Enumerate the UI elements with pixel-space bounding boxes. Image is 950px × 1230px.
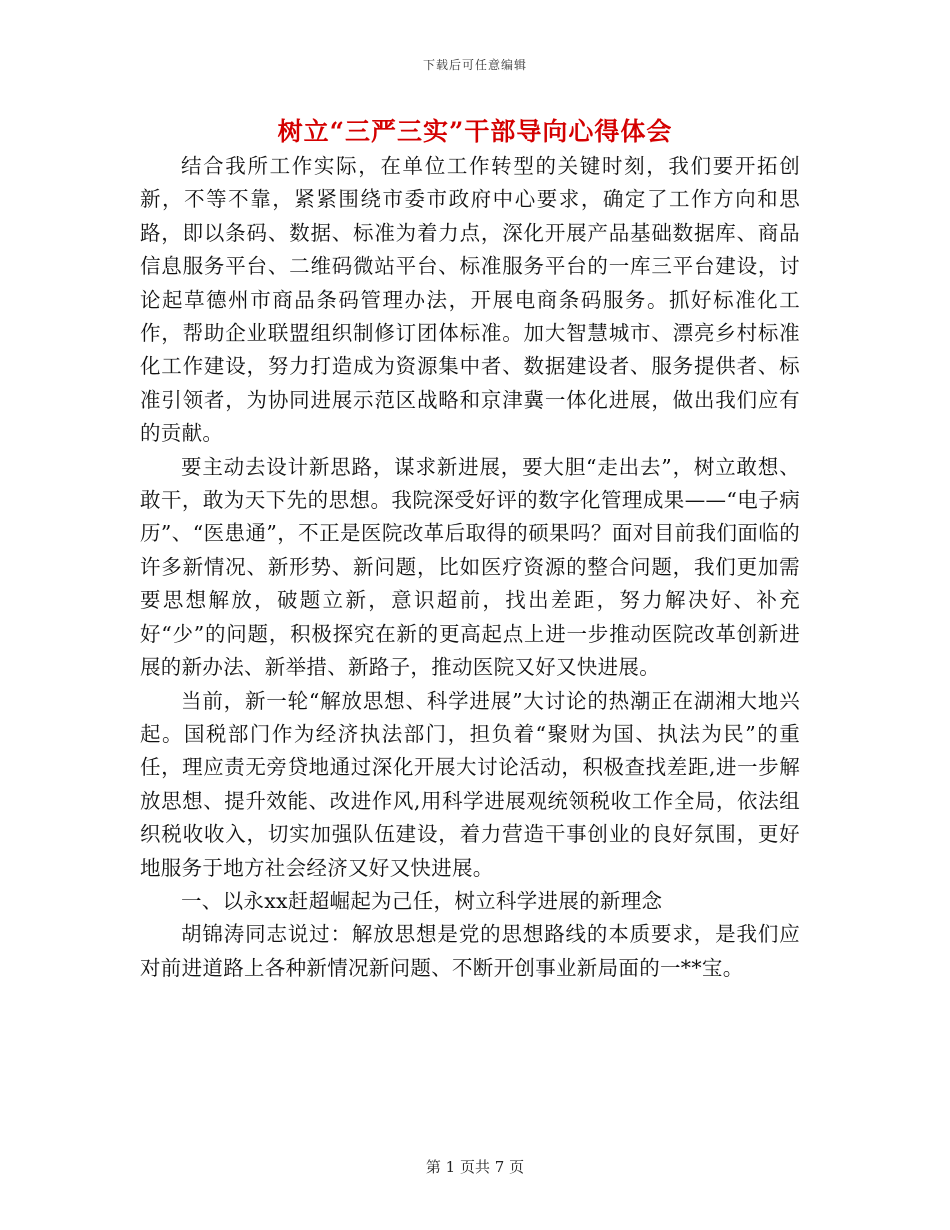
paragraph-3: 当前，新一轮“解放思想、科学进展”大讨论的热潮正在湖湘大地兴起。国税部门作为经济执法部门，担负着“聚财为国、执法为民”的重任，理应责无旁贷地通过深化开展大讨论活动，积极查找差距,进一步解放思想、提升效能、改进作风,用科学进展观统领税收工作全局，依法组织税收收入，切实加强队伍建设，着力营造干事创业的良好氛围，更好地服务于地方社会经济又好又快进展。	[140, 688, 800, 880]
paragraph-4: 胡锦涛同志说过：解放思想是党的思想路线的本质要求，是我们应对前进道路上各种新情况新问题、不断开创事业新局面的一**宝。	[140, 922, 800, 980]
header-note: 下载后可任意编辑	[422, 58, 527, 72]
document-body	[140, 150, 800, 985]
page-footer: 第 1 页共 7 页	[425, 1158, 525, 1176]
paragraph-1: 结合我所工作实际，在单位工作转型的关键时刻，我们要开拓创新，不等不靠，紧紧围绕市委市政府中心要求，确定了工作方向和思路，即以条码、数据、标准为着力点，深化开展产品基础数据库、商品信息服务平台、二维码微站平台、标准服务平台的一库三平台建设，讨论起草德州市商品条码管理办法，开展电商条码服务。抓好标准化工作，帮助企业联盟组织制修订团体标准。加大智慧城市、漂亮乡村标准化工作建设，努力打造成为资源集中者、数据建设者、服务提供者、标准引领者，为协同进展示范区战略和京津冀一体化进展，做出我们应有的贡献。	[140, 154, 800, 446]
section-heading-1: 一、以永xx赶超崛起为己任，树立科学进展的新理念	[181, 888, 663, 913]
document-title: 树立“三严三实”干部导向心得体会	[277, 117, 673, 146]
paragraph-2: 要主动去设计新思路，谋求新进展，要大胆“走出去”，树立敢想、敢干，敢为天下先的思想。我院深受好评的数字化管理成果——“电子病历”、“医患通”，不正是医院改革后取得的硕果吗？面对目前我们面临的许多新情况、新形势、新问题，比如医疗资源的整合问题，我们更加需要思想解放，破题立新，意识超前，找出差距，努力解决好、补充好“少”的问题，积极探究在新的更高起点上进一步推动医院改革创新进展的新办法、新举措、新路子，推动医院又好又快进展。	[140, 454, 800, 680]
